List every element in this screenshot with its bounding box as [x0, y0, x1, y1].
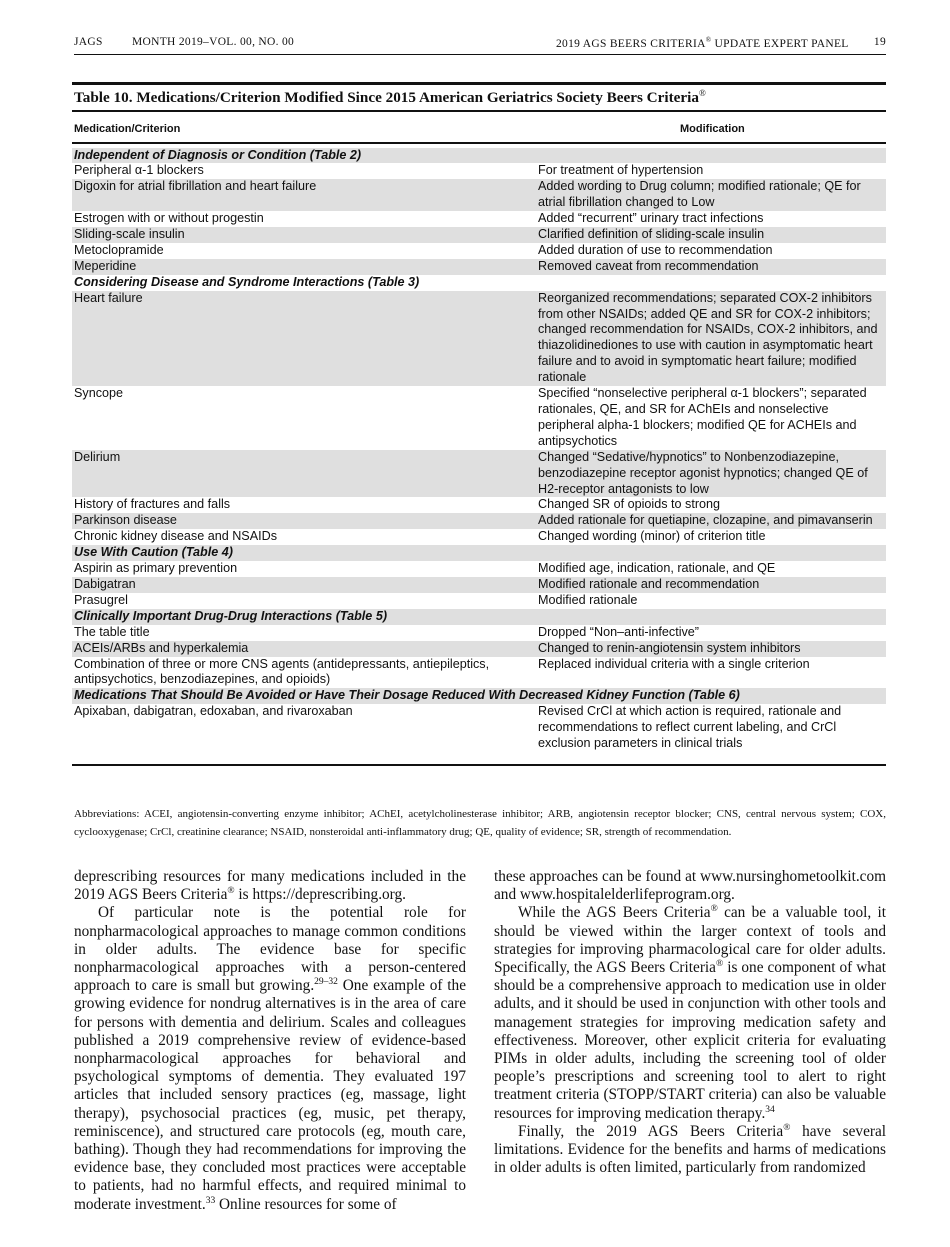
body-text: While the AGS Beers Criteria — [518, 904, 711, 922]
medication-cell: Combination of three or more CNS agents (antidepressants, antiepileptics, antipsychotics, benzodiazepines, and opioids) — [74, 656, 490, 687]
medication-cell: Apixaban, dabigatran, edoxaban, and rivaroxaban — [74, 704, 353, 719]
table-row — [72, 291, 886, 386]
modification-cell: Replaced individual criteria with a single criterion — [538, 656, 810, 671]
modification-cell: For treatment of hypertension — [538, 163, 704, 178]
body-paragraph — [74, 904, 466, 1213]
medication-cell: History of fractures and falls — [74, 497, 231, 512]
table-row — [72, 704, 886, 752]
modification-cell: Added wording to Drug column; modified rationale; QE for atrial fibrillation changed to Low — [538, 179, 861, 210]
body-text: can be a valuable tool, it should be viewed within the larger context of tools and strategies for improving pharmacological care for older adults. Specifically, the AGS Beers Criteria — [494, 904, 886, 977]
modification-cell: Removed caveat from recommendation — [538, 258, 759, 273]
section-heading: Considering Disease and Syndrome Interactions (Table 3) — [74, 274, 420, 289]
section-heading: Use With Caution (Table 4) — [74, 545, 233, 560]
medication-cell: Meperidine — [74, 258, 137, 273]
table-row — [72, 593, 886, 609]
medication-cell: Estrogen with or without progestin — [74, 211, 264, 226]
table-header-rule — [72, 142, 886, 144]
table-row — [72, 211, 886, 227]
table-row — [72, 163, 886, 179]
modification-cell: Modified rationale and recommendation — [538, 576, 760, 591]
body-paragraph — [494, 904, 886, 1122]
citation-superscript: ® — [715, 958, 724, 969]
table-row — [72, 179, 886, 211]
table-row — [72, 577, 886, 593]
body-text: have several limitations. Evidence for the benefits and harms of medications in older adults is often limited, particularly from randomized — [494, 1122, 886, 1177]
modification-cell: Changed SR of opioids to strong — [538, 497, 721, 512]
modification-cell: Added “recurrent” urinary tract infections — [538, 211, 764, 226]
modification-cell: Dropped “Non–anti-infective” — [538, 624, 700, 639]
issue-info: MONTH 2019–VOL. 00, NO. 00 — [132, 36, 295, 48]
citation-superscript: ® — [783, 1122, 791, 1133]
column-header-modification: Modification — [680, 123, 745, 135]
table-section-row — [72, 609, 886, 625]
table-row — [72, 529, 886, 545]
citation-superscript: 33 — [205, 1195, 216, 1206]
body-paragraph — [494, 1123, 886, 1178]
citation-superscript: ® — [710, 904, 718, 915]
modification-cell: Specified “nonselective peripheral α-1 blockers”; separated rationales, QE, and SR for AChEIs and nonselective peripheral alpha-1 blockers; modified QE for ACHEIs and antipsychotics — [538, 386, 867, 448]
medication-cell: Prasugrel — [74, 592, 128, 607]
medication-cell: Chronic kidney disease and NSAIDs — [74, 529, 278, 544]
table-row — [72, 561, 886, 577]
table-row — [72, 641, 886, 657]
running-head — [74, 36, 886, 54]
modification-cell: Changed “Sedative/hypnotics” to Nonbenzodiazepine, benzodiazepine receptor agonist hypnotics; changed QE of H2-receptor antagonists to low — [538, 449, 868, 496]
table-body — [72, 148, 886, 752]
modification-cell: Modified rationale — [538, 592, 638, 607]
body-paragraph — [494, 868, 886, 904]
modification-cell: Changed wording (minor) of criterion title — [538, 529, 766, 544]
section-heading: Clinically Important Drug-Drug Interactions (Table 5) — [74, 608, 388, 623]
medication-cell: Heart failure — [74, 290, 143, 305]
table-row — [72, 386, 886, 450]
table-section-row — [72, 545, 886, 561]
table-section-row — [72, 275, 886, 291]
body-column-right — [494, 868, 886, 1177]
modification-cell: Added duration of use to recommendation — [538, 242, 773, 257]
body-column-left — [74, 868, 466, 1214]
body-text: One example of the growing evidence for nondrug alternatives is in the area of care for persons with dementia and delirium. Scales and colleagues published a 2019 comprehensive review of evidence-based nonpharmacological approaches for behavioral and psychological symptoms of dementia. They evaluated 197 articles that included sensory practices (eg, massage, light therapy), psychosocial practices (eg, music, pet therapy, reminiscence), and structured care protocols (eg, mouth care, bathing). Though they had recommendations for improving the evidence base, they concluded most practices were acceptable to patients, had no harmful effects, and required minimal to moderate investment. — [74, 977, 466, 1213]
modification-cell: Changed to renin-angiotensin system inhibitors — [538, 640, 801, 655]
medication-cell: Aspirin as primary prevention — [74, 561, 238, 576]
body-text: is https://deprescribing.org. — [234, 886, 406, 904]
table-row — [72, 450, 886, 498]
journal-name: JAGS — [74, 36, 103, 48]
page-number: 19 — [873, 36, 886, 48]
citation-superscript: 29–32 — [314, 977, 338, 988]
body-text: Online resources for some of — [215, 1195, 397, 1213]
body-text: is one component of what should be a comprehensive approach to medication use in older adults, and it should be used in conjunction with other tools and management strategies for improving medication safety and effectiveness. Moreover, other explicit criteria for evaluating PIMs in older adults, including the screening tool of older people’s prescriptions and screening tool to alert to right treatment criteria (STOPP/START criteria) can also be valuable resources for improving medication therapy. — [494, 959, 886, 1122]
table-title: Table 10. Medications/Criterion Modified Since 2015 American Geriatrics Society Beers Criteria® — [74, 88, 706, 107]
table-row — [72, 513, 886, 529]
table-bottom-rule — [72, 764, 886, 766]
section-heading: Medications That Should Be Avoided or Have Their Dosage Reduced With Decreased Kidney Function (Table 6) — [74, 688, 740, 703]
section-heading: Independent of Diagnosis or Condition (Table 2) — [74, 147, 362, 162]
body-paragraph — [74, 868, 466, 904]
medication-cell: ACEIs/ARBs and hyperkalemia — [74, 640, 249, 655]
table-column-headers — [72, 112, 886, 142]
modification-cell: Clarified definition of sliding-scale insulin — [538, 227, 765, 242]
body-text: Of particular note is the potential role for nonpharmacological approaches to manage common conditions in older adults. The evidence base for specific nonpharmacological approaches with a person-centered approach to care is small but growing. — [74, 904, 466, 995]
medication-cell: Parkinson disease — [74, 513, 177, 528]
medication-cell: The table title — [74, 624, 150, 639]
citation-superscript: ® — [227, 886, 235, 897]
modification-cell: Reorganized recommendations; separated COX-2 inhibitors from other NSAIDs; added QE and SR for COX-2 inhibitors; changed recommendation for NSAIDs, COX-2 inhibitors, and thiazolidinediones to use with caution in asymptomatic heart failure and to avoid in symptomatic heart failure; modified rationale — [538, 290, 878, 385]
table-row — [72, 259, 886, 275]
citation-superscript: 34 — [765, 1104, 775, 1115]
medication-cell: Syncope — [74, 386, 124, 401]
medication-cell: Delirium — [74, 449, 121, 464]
table-row — [72, 657, 886, 689]
modification-cell: Modified age, indication, rationale, and QE — [538, 561, 776, 576]
medication-cell: Metoclopramide — [74, 242, 164, 257]
table-section-row — [72, 148, 886, 164]
table-row — [72, 625, 886, 641]
table-abbreviations: Abbreviations: ACEI, angiotensin-converting enzyme inhibitor; AChEI, acetylcholinesterase inhibitor; ARB, angiotensin receptor blocker; CNS, central nervous system; COX, cyclooxygenase; CrCl, creatinine clearance; NSAID, nonsteroidal anti-inflammatory drug; QE, quality of evidence; SR, strength of recommendation. — [74, 808, 886, 838]
body-text: deprescribing resources for many medications included in the 2019 AGS Beers Criteria — [74, 868, 466, 904]
body-text: these approaches can be found at www.nursinghometoolkit.com and www.hospitalelderlifeprogram.org. — [494, 868, 886, 904]
modification-cell: Added rationale for quetiapine, clozapine, and pimavanserin — [538, 513, 873, 528]
table-row — [72, 497, 886, 513]
body-text: Finally, the 2019 AGS Beers Criteria — [518, 1122, 784, 1140]
medication-cell: Sliding-scale insulin — [74, 227, 185, 242]
table-section-row — [72, 688, 886, 704]
column-header-medication: Medication/Criterion — [74, 123, 181, 135]
table-row — [72, 243, 886, 259]
table-row — [72, 227, 886, 243]
modification-cell: Revised CrCl at which action is required, rationale and recommendations to reflect current labeling, and CrCl exclusion parameters in clinical trials — [538, 704, 842, 751]
medication-cell: Dabigatran — [74, 576, 136, 591]
medication-cell: Peripheral α-1 blockers — [74, 163, 204, 178]
running-title: 2019 AGS BEERS CRITERIA® UPDATE EXPERT PANEL — [556, 36, 849, 50]
table-10 — [72, 82, 886, 766]
medication-cell: Digoxin for atrial fibrillation and heart failure — [74, 179, 317, 194]
header-rule — [74, 54, 886, 55]
